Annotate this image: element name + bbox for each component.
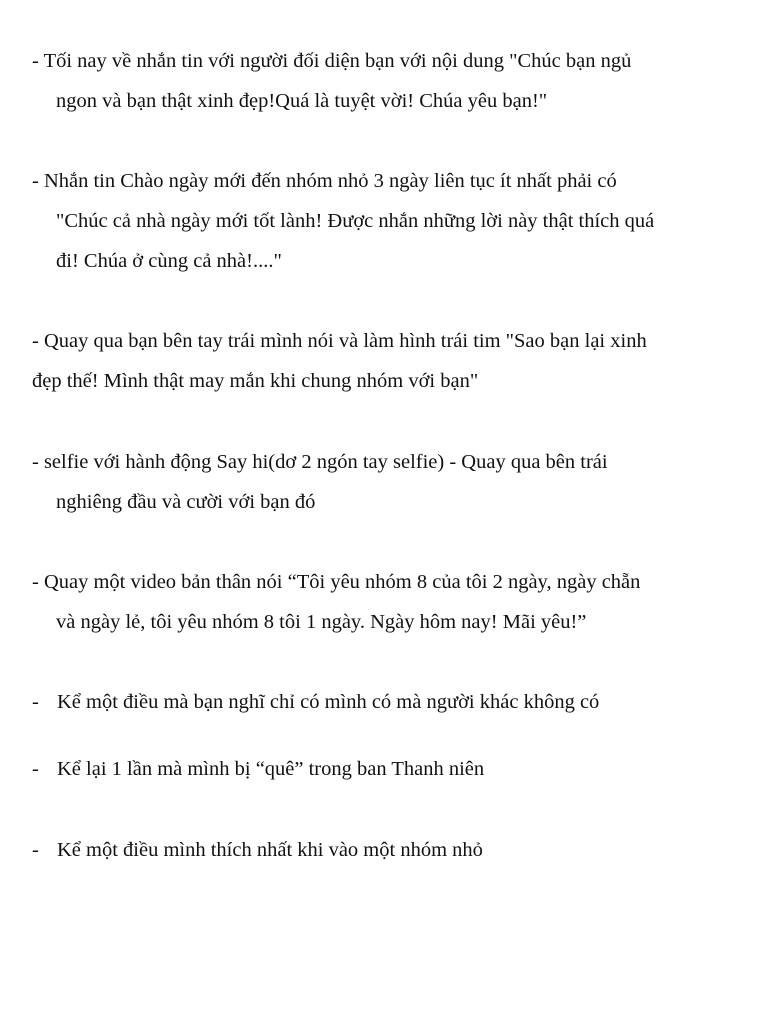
item-text-line: - Quay qua bạn bên tay trái mình nói và làm hình trái tim "Sao bạn lại xinh <box>32 330 647 352</box>
list-item <box>32 161 732 281</box>
item-text-line: "Chúc cả nhà ngày mới tốt lành! Được nhắn những lời này thật thích quá <box>56 210 655 232</box>
item-text-line: ngon và bạn thật xinh đẹp!Quá là tuyệt vời! Chúa yêu bạn!" <box>56 90 548 112</box>
item-text-line: - Quay một video bản thân nói “Tôi yêu nhóm 8 của tôi 2 ngày, ngày chẵn <box>32 571 641 593</box>
item-text-line: - Tối nay về nhắn tin với người đối diện bạn với nội dung "Chúc bạn ngủ <box>32 50 632 72</box>
item-text-line <box>32 749 732 789</box>
list-dash: - <box>32 691 39 713</box>
item-text-line: và ngày lẻ, tôi yêu nhóm 8 tôi 1 ngày. Ngày hôm nay! Mãi yêu!” <box>56 611 587 633</box>
list-item <box>32 442 732 522</box>
item-text-line: nghiêng đầu và cười với bạn đó <box>56 491 316 513</box>
item-text: Kể một điều mình thích nhất khi vào một nhóm nhỏ <box>57 839 483 861</box>
list-item <box>32 749 732 789</box>
list-dash: - <box>32 839 39 861</box>
item-text-line: đi! Chúa ở cùng cả nhà!...." <box>56 250 282 272</box>
list-item <box>32 682 732 722</box>
item-text-line <box>32 830 732 870</box>
item-text-line: đẹp thế! Mình thật may mắn khi chung nhóm với bạn" <box>32 370 479 392</box>
item-text-line: - selfie với hành động Say hi(dơ 2 ngón tay selfie) - Quay qua bên trái <box>32 451 608 473</box>
item-text-line: - Nhắn tin Chào ngày mới đến nhóm nhỏ 3 ngày liên tục ít nhất phải có <box>32 170 617 192</box>
item-text: Kể một điều mà bạn nghĩ chỉ có mình có mà người khác không có <box>57 691 600 713</box>
item-text: Kể lại 1 lần mà mình bị “quê” trong ban Thanh niên <box>57 758 485 780</box>
item-text-line <box>32 682 732 722</box>
list-item <box>32 41 732 121</box>
list-item <box>32 830 732 870</box>
list-dash: - <box>32 758 39 780</box>
list-item <box>32 562 732 642</box>
list-item <box>32 321 732 401</box>
